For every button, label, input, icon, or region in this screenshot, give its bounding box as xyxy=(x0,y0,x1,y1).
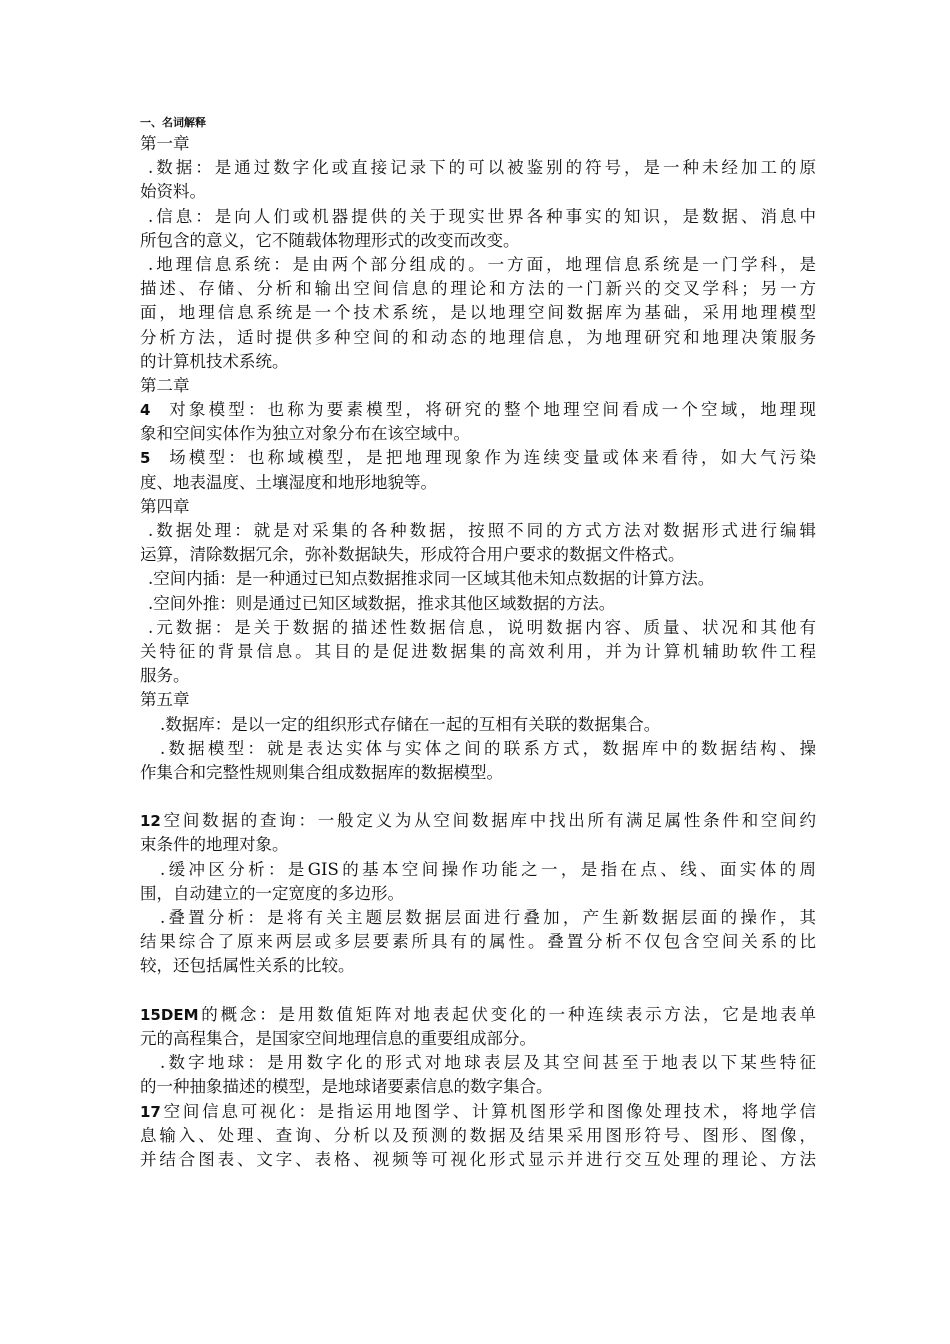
line-text: 围，自动建立的一定宽度的多边形。 xyxy=(140,883,404,903)
text-line xyxy=(140,422,816,446)
chapter-heading xyxy=(140,688,816,712)
text-line xyxy=(140,664,816,688)
text-line xyxy=(140,809,816,833)
line-text: 第一章 xyxy=(140,134,190,153)
text-line xyxy=(140,1003,816,1027)
line-text: 第二章 xyxy=(140,375,190,395)
line-text: 服务。 xyxy=(140,666,190,686)
text-line xyxy=(140,1124,816,1148)
line-text: .叠置分析：是将有关主题层数据层面进行叠加，产生新数据层面的操作，其 xyxy=(160,908,816,927)
text-line xyxy=(140,543,816,567)
line-text: 对象模型：也称为要素模型，将研究的整个地理空间看成一个空域，地理现 xyxy=(166,400,816,420)
line-text: 并结合图表、文字、表格、视频等可视化形式显示并进行交互处理的理论、方法 xyxy=(140,1149,816,1169)
line-text: .数据：是通过数字化或直接记录下的可以被鉴别的符号，是一种未经加工的原 xyxy=(148,158,816,178)
line-text: 元的高程集合，是国家空间地理信息的重要组成部分。 xyxy=(140,1028,536,1048)
item-number: 12 xyxy=(140,812,161,831)
item-number: 15DEM xyxy=(140,1005,199,1024)
chapter-heading xyxy=(140,495,816,519)
text-line xyxy=(140,616,816,640)
text-line xyxy=(140,906,816,930)
text-line xyxy=(140,737,816,761)
text-line xyxy=(140,858,816,882)
blank-line xyxy=(140,979,816,1003)
line-text: 场模型：也称域模型，是把地理现象作为连续变量或体来看待，如大气污染 xyxy=(166,448,816,468)
text-line xyxy=(140,833,816,857)
line-text: .数据库：是以一定的组织形式存储在一起的互相有关联的数据集合。 xyxy=(160,714,661,734)
line-text: 结果综合了原来两层或多层要素所具有的属性。叠置分析不仅包含空间关系的比 xyxy=(140,932,816,952)
text-line xyxy=(140,519,816,543)
line-text: 度、地表温度、土壤湿度和地形地貌等。 xyxy=(140,472,437,492)
line-text: .信息：是向人们或机器提供的关于现实世界各种事实的知识，是数据、消息中 xyxy=(148,206,816,226)
line-text: 束条件的地理对象。 xyxy=(140,835,289,855)
text-line xyxy=(140,253,816,277)
line-text: 第五章 xyxy=(140,690,190,710)
item-number: 17 xyxy=(140,1102,161,1121)
line-text: 关特征的背景信息。其目的是促进数据集的高效利用，并为计算机辅助软件工程 xyxy=(140,641,816,661)
line-text: .空间外推：则是通过已知区域数据，推求其他区域数据的方法。 xyxy=(148,593,616,613)
line-text: .缓冲区分析：是GIS的基本空间操作功能之一，是指在点、线、面实体的周 xyxy=(160,859,816,879)
line-text: 象和空间实体作为独立对象分布在该空域中。 xyxy=(140,424,470,444)
chapter-heading xyxy=(140,132,816,156)
text-line xyxy=(140,350,816,374)
text-line xyxy=(140,954,816,978)
line-text: 较，还包括属性关系的比较。 xyxy=(140,956,355,976)
text-line xyxy=(140,156,816,180)
text-line xyxy=(140,471,816,495)
text-line xyxy=(140,180,816,204)
line-text: 作集合和完整性规则集合组成数据库的数据模型。 xyxy=(140,762,503,782)
text-line xyxy=(140,592,816,616)
line-text: .数字地球：是用数字化的形式对地球表层及其空间甚至于地表以下某些特征 xyxy=(160,1053,816,1073)
text-line xyxy=(140,1148,816,1172)
text-line xyxy=(140,1051,816,1075)
document-page xyxy=(140,114,816,1172)
text-line xyxy=(140,567,816,591)
line-text: 描述、存储、分析和输出空间信息的理论和方法的一门新兴的交叉学科；另一方 xyxy=(140,279,816,299)
line-text: 分析方法，适时提供多种空间的和动态的地理信息，为地理研究和地理决策服务 xyxy=(140,327,816,347)
text-line xyxy=(140,1100,816,1124)
text-line xyxy=(140,1027,816,1051)
text-line xyxy=(140,326,816,350)
line-text: 第四章 xyxy=(140,496,190,516)
text-line xyxy=(140,205,816,229)
line-text: .地理信息系统：是由两个部分组成的。一方面，地理信息系统是一门学科，是 xyxy=(148,254,816,274)
item-number: 4 xyxy=(140,401,151,420)
chapter-heading xyxy=(140,374,816,398)
line-text: 始资料。 xyxy=(140,182,206,202)
line-text: 空间信息可视化：是指运用地图学、计算机图形学和图像处理技术，将地学信 xyxy=(160,1101,816,1121)
line-text: 的一种抽象描述的模型，是地球诸要素信息的数字集合。 xyxy=(140,1077,553,1097)
text-line xyxy=(140,277,816,301)
line-text: .数据模型：就是表达实体与实体之间的联系方式，数据库中的数据结构、操 xyxy=(160,738,816,758)
line-text: 面，地理信息系统是一个技术系统，是以地理空间数据库为基础，采用地理模型 xyxy=(140,303,816,323)
line-text: .元数据：是关于数据的描述性数据信息，说明数据内容、质量、状况和其他有 xyxy=(148,617,816,637)
text-line xyxy=(140,761,816,785)
line-text: 空间数据的查询：一般定义为从空间数据库中找出所有满足属性条件和空间约 xyxy=(160,811,816,831)
line-text: .数据处理：就是对采集的各种数据，按照不同的方式方法对数据形式进行编辑 xyxy=(148,521,816,540)
text-line xyxy=(140,229,816,253)
document-body xyxy=(140,132,816,1172)
text-line xyxy=(140,301,816,325)
line-text: .空间内插：是一种通过已知点数据推求同一区域其他未知点数据的计算方法。 xyxy=(148,569,715,589)
text-line xyxy=(140,882,816,906)
line-text: 的计算机技术系统。 xyxy=(140,351,289,371)
blank-line xyxy=(140,785,816,809)
text-line xyxy=(140,640,816,664)
line-text: 息输入、处理、查询、分析以及预测的数据及结果采用图形符号、图形、图像， xyxy=(140,1125,816,1145)
line-text: 所包含的意义，它不随载体物理形式的改变而改变。 xyxy=(140,230,520,250)
text-line xyxy=(140,446,816,470)
text-line xyxy=(140,1075,816,1099)
text-line xyxy=(140,930,816,954)
text-line xyxy=(140,398,816,422)
line-text: 的概念：是用数值矩阵对地表起伏变化的一种连续表示方法，它是地表单 xyxy=(198,1004,816,1024)
section-title: 一、名词解释 xyxy=(140,116,206,129)
item-number: 5 xyxy=(140,449,151,468)
text-line xyxy=(140,713,816,737)
line-text: 运算，清除数据冗余，弥补数据缺失，形成符合用户要求的数据文件格式。 xyxy=(140,545,685,565)
